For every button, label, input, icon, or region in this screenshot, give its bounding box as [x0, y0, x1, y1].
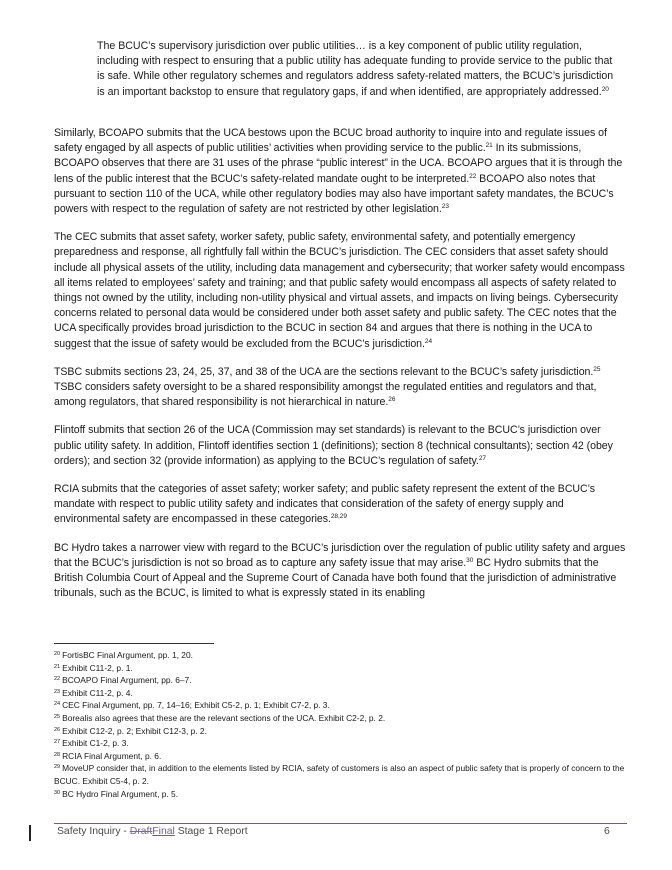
footnote-text: RCIA Final Argument, p. 6. — [62, 750, 162, 761]
footer-title — [57, 826, 248, 837]
body-paragraph — [54, 423, 626, 469]
footnote-ref[interactable]: 26 — [388, 396, 396, 404]
footnote-text: Exhibit C11-2, p. 4. — [62, 687, 133, 698]
footnote-text: MoveUP consider that, in addition to the elements listed by RCIA, safety of customers is also an aspect of public safety that is properly of concern to the BCUC. Exhibit C5-4, p. 2. — [54, 763, 625, 786]
footnote-number: 27 — [54, 739, 61, 746]
paragraph-text: RCIA submits that the categories of asset safety; worker safety; and public safety represent the extent of the BCUC’s mandate with respect to public utility safety and indicates that consideration of the safety of energy supply and environmental safety are encompassed in these categories. — [54, 483, 595, 526]
paragraph-text: TSBC considers safety oversight to be a shared responsibility amongst the regulated entities and regulators and that, among regulators, that shared responsibility is not hierarchical in nature. — [54, 381, 597, 409]
footer-title-suffix: Stage 1 Report — [174, 826, 248, 837]
footnote-text: Borealis also agrees that these are the relevant sections of the UCA. Exhibit C2-2, p. 2. — [62, 712, 386, 723]
paragraph-text: BC Hydro submits that the British Columbia Court of Appeal and the Supreme Court of Canada have both found that the jurisdiction of administrative tribunals, such as the BCUC, is limited to what is expressly stated in its enabling — [54, 556, 617, 600]
footnote-text: Exhibit C1-2, p. 3. — [62, 738, 129, 749]
footnote-item — [54, 674, 626, 687]
footnote-number: 20 — [54, 651, 61, 657]
footnote-number: 23 — [54, 688, 61, 695]
footnote-item — [54, 762, 626, 787]
footer-title-prefix: Safety Inquiry - — [57, 826, 130, 837]
footnote-ref[interactable]: 23 — [441, 203, 449, 211]
footnote-text: Exhibit C12-2, p. 2; Exhibit C12-3, p. 2. — [62, 725, 207, 736]
block-quote-text: The BCUC’s supervisory jurisdiction over public utilities… is a key component of public utility regulation, including with respect to ensuring that a public utility has adequate funding to provide service to the public that is safe. While other regulatory schemes and regulators address safety-related matters, the BCUC’s jurisdiction is an important backstop to ensure that regulatory gaps, if and when identified, are appropriately addressed. — [97, 40, 614, 98]
paragraph-text: In its submissions, BCOAPO observes that there are 31 uses of the phrase “public interest” in the UCA. BCOAPO argues that it is through the lens of the public interest that the BCUC’s safety-related mandate ought to be interpreted. — [54, 142, 623, 185]
footnote-number: 26 — [54, 726, 61, 733]
footnote-number: 30 — [54, 789, 61, 796]
footnote-number: 29 — [54, 764, 61, 771]
footnote-number: 25 — [54, 713, 61, 720]
footnotes — [54, 649, 626, 800]
footnote-ref[interactable]: 25 — [593, 365, 601, 373]
footnote-text: Exhibit C11-2, p. 1. — [62, 662, 133, 673]
footnote-item — [54, 737, 626, 750]
revision-change-bar — [29, 825, 31, 841]
paragraph-text: BCOAPO also notes that pursuant to section 110 of the UCA, while other regulatory bodies may also have important safety mandates, the BCUC’s powers with respect to the regulation of safety are not restricted by other legislation. — [54, 172, 614, 216]
footnote-item — [54, 649, 626, 662]
footer-inserted-text: Final — [152, 826, 175, 837]
paragraph-text: Similarly, BCOAPO submits that the UCA bestows upon the BCUC broad authority to inquire into and regulate issues of safety engaged by all aspects of public utilities’ activities when providing service to the public. — [54, 127, 607, 155]
footnote-item — [54, 750, 626, 763]
footnote-text: BCOAPO Final Argument, pp. 6–7. — [62, 675, 192, 686]
footnote-item — [54, 788, 626, 801]
paragraph-text: BC Hydro takes a narrower view with regard to the BCUC’s jurisdiction over the regulation of public utility safety and argues that the BCUC’s jurisdiction is not so broad as to capture any safety issue that may arise. — [54, 541, 626, 569]
footnote-ref[interactable]: 28,29 — [330, 513, 347, 521]
footnote-item — [54, 687, 626, 700]
page-number: 6 — [604, 826, 610, 837]
footnote-number: 21 — [54, 663, 61, 670]
paragraph-text: TSBC submits sections 23, 24, 25, 37, and 38 of the UCA are the sections relevant to the BCUC’s safety jurisdiction. — [54, 365, 594, 378]
footnote-number: 24 — [54, 701, 61, 708]
footnote-ref[interactable]: 22 — [469, 172, 477, 180]
footnote-text: CEC Final Argument, pp. 7, 14–16; Exhibit C5-2, p. 1; Exhibit C7-2, p. 3. — [62, 700, 330, 711]
footnote-ref[interactable]: 27 — [478, 454, 486, 462]
block-quote — [97, 39, 619, 100]
footnote-number: 28 — [54, 751, 61, 758]
body-paragraph — [54, 126, 626, 217]
footnote-separator — [54, 643, 214, 644]
footnote-ref[interactable]: 20 — [601, 85, 609, 93]
footnote-text: FortisBC Final Argument, pp. 1, 20. — [62, 650, 193, 660]
body-text — [54, 126, 626, 614]
body-paragraph — [54, 482, 626, 528]
footnote-ref[interactable]: 21 — [485, 142, 493, 150]
footnote-item — [54, 725, 626, 738]
footer-deleted-text: Draft — [129, 826, 153, 837]
footnote-ref[interactable]: 30 — [466, 556, 474, 564]
footnote-number: 22 — [54, 676, 61, 683]
footer-rule — [54, 823, 627, 824]
footnote-item — [54, 662, 626, 675]
footnote-item — [54, 699, 626, 712]
body-paragraph — [54, 365, 626, 411]
footnote-ref[interactable]: 24 — [424, 337, 433, 345]
paragraph-text: The CEC submits that asset safety, worker safety, public safety, environmental safety, and potentially emergency preparedness and response, all rightfully fall within the BCUC’s jurisdiction. The CEC considers that asset safety should include all physical assets of the utility, including data management and cybersecurity; that worker safety would encompass all items related to employees’ safety and training; and that public safety would encompass all aspects of safety related to things not owned by the utility, including non-utility physical and virtual assets, and impacts on living beings. Cybersecurity concerns related to personal data would be considered under both asset safety and public safety. The CEC notes that the UCA specifically provides broad jurisdiction to the BCUC in section 84 and argues that there is nothing in the UCA to suggest that the issue of safety would be excluded from the BCUC’s jurisdiction. — [54, 231, 625, 350]
footnote-text: BC Hydro Final Argument, p. 5. — [62, 788, 179, 799]
footnote-item — [54, 712, 626, 725]
paragraph-text: Flintoff submits that section 26 of the UCA (Commission may set standards) is relevant to the BCUC’s jurisdiction over public utility safety. In addition, Flintoff identifies section 1 (definitions); section 8 (technical consultants); section 42 (obey orders); and section 32 (provide information) as applying to the BCUC’s regulation of safety. — [54, 424, 613, 467]
body-paragraph — [54, 230, 626, 352]
body-paragraph — [54, 541, 626, 602]
